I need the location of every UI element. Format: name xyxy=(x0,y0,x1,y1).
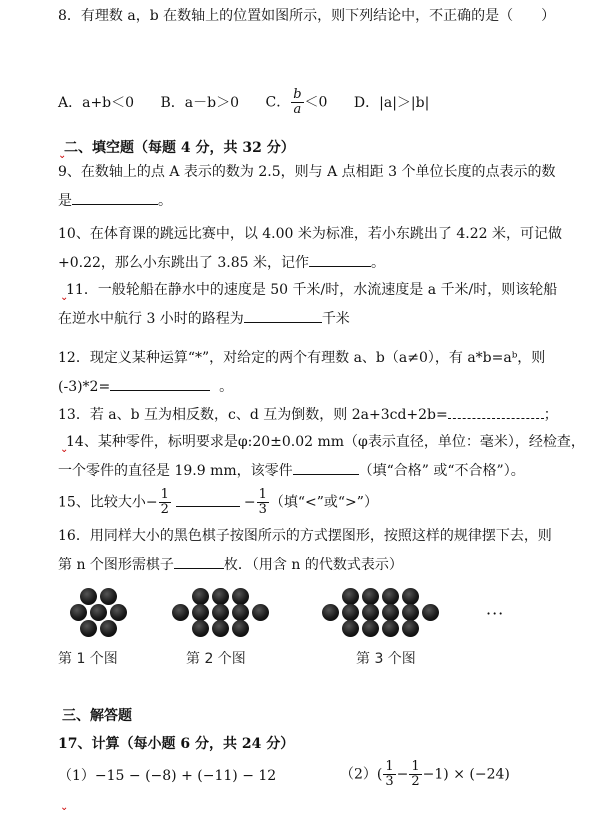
q14-answer-blank[interactable] xyxy=(293,460,359,475)
q13-suffix: ； xyxy=(543,407,558,423)
q9-line-2-prefix: 是 xyxy=(58,193,72,209)
fraction-denominator: 2 xyxy=(411,774,420,789)
q13-answer-blank[interactable] xyxy=(448,404,544,419)
q9-line-2-suffix: 。 xyxy=(158,193,172,209)
q17-part-1: （1）−15 − (−8) + (−11) − 12 xyxy=(58,768,277,784)
stone xyxy=(172,604,189,621)
stone xyxy=(382,620,399,637)
stone xyxy=(232,588,249,605)
q14-line-1: 14、某种零件，标明要求是φ:20±0.02 mm（φ表示直径，单位：毫米），经检查， xyxy=(66,434,585,450)
fraction-denominator: 2 xyxy=(160,502,169,517)
minus-sign: − xyxy=(243,494,256,511)
stone xyxy=(70,604,87,621)
minus-sign: − xyxy=(145,494,158,511)
stone xyxy=(382,604,399,621)
fraction-numerator: b xyxy=(293,87,302,102)
q10-answer-blank[interactable] xyxy=(309,252,371,267)
q8-option-d[interactable]: D．|a|＞|b| xyxy=(353,94,430,111)
stone xyxy=(402,620,419,637)
q8-option-c-rest: ＜0 xyxy=(304,94,328,111)
q14-line-2-prefix: 一个零件的直径是 19.9 mm，该零件 xyxy=(58,463,293,479)
stone xyxy=(80,620,97,637)
q9-line-2 xyxy=(58,190,172,211)
stone xyxy=(192,588,209,605)
figure-3-caption: 第 3 个图 xyxy=(356,651,416,667)
fraction-one-half xyxy=(409,760,421,789)
fraction-one-third xyxy=(383,760,395,789)
stone xyxy=(192,604,209,621)
fraction-numerator: 1 xyxy=(385,759,394,774)
stone xyxy=(382,588,399,605)
q12-line-2-prefix: (-3)*2= xyxy=(58,379,111,395)
q11-answer-blank[interactable] xyxy=(244,308,322,323)
q16-line-2 xyxy=(58,554,403,575)
q14-line-2-suffix: （填“合格” 或“不合格”）。 xyxy=(358,463,525,479)
stone xyxy=(342,604,359,621)
stone xyxy=(100,620,117,637)
q11-line-2-prefix: 在逆水中航行 3 小时的路程为 xyxy=(58,311,244,327)
fraction-denominator: 3 xyxy=(258,502,267,517)
q17-part-2-suffix: −1) × (−24) xyxy=(422,766,510,783)
stone xyxy=(212,604,229,621)
q10-line-2-prefix: +0.22，那么小东跳出了 3.85 米，记作 xyxy=(58,255,309,271)
q10-line-2-suffix: 。 xyxy=(370,255,385,271)
q8-option-c[interactable] xyxy=(265,88,327,117)
stone xyxy=(232,620,249,637)
fraction-numerator: 1 xyxy=(258,487,267,502)
stone xyxy=(80,588,97,605)
stone xyxy=(110,604,127,621)
fraction-denominator: a xyxy=(293,102,302,117)
stone xyxy=(212,620,229,637)
fraction-one-half xyxy=(159,488,171,517)
q10-line-1: 10、在体育课的跳远比赛中，以 4.00 米为标准，若小东跳出了 4.22 米，可记做 xyxy=(58,226,562,242)
q17-part-2 xyxy=(340,760,510,789)
stone xyxy=(362,588,379,605)
fraction-numerator: 1 xyxy=(160,487,169,502)
stone xyxy=(100,588,117,605)
stone xyxy=(402,588,419,605)
q11-line-2 xyxy=(58,308,350,329)
stone xyxy=(252,604,269,621)
q16-line-2-suffix: 枚．（用含 n 的代数式表示） xyxy=(223,557,403,573)
q8-option-a[interactable]: A．a+b＜0 xyxy=(58,94,135,111)
q12-line-2 xyxy=(58,376,233,397)
q17-part-2-prefix: （2）( xyxy=(340,766,383,783)
q12-answer-blank[interactable] xyxy=(110,376,210,391)
fraction-denominator: 3 xyxy=(385,774,394,789)
fraction-numerator: 1 xyxy=(411,759,420,774)
stone xyxy=(322,604,339,621)
stone xyxy=(90,604,107,621)
stone xyxy=(212,588,229,605)
q15-prefix: 15、比较大小 xyxy=(58,494,146,511)
stone xyxy=(402,604,419,621)
q16-answer-blank[interactable] xyxy=(174,554,224,569)
q16-line-2-prefix: 第 n 个图形需棋子 xyxy=(58,557,174,573)
stone xyxy=(342,588,359,605)
q11-line-1: 11．一般轮船在静水中的速度是 50 千米/时，水流速度是 a 千米/时，则该轮船 xyxy=(66,282,558,298)
section-3-title: 三、解答题 xyxy=(62,708,132,724)
edit-mark: ⌄ xyxy=(60,802,69,813)
q15-suffix: （填“<”或“>”） xyxy=(269,494,378,511)
fraction-b-over-a xyxy=(291,88,303,117)
stone xyxy=(362,604,379,621)
figure-2-caption: 第 2 个图 xyxy=(186,651,246,667)
q9-line-1: 9、在数轴上的点 A 表示的数为 2.5，则与 A 点相距 3 个单位长度的点表示的数 xyxy=(58,164,556,180)
q12-line-2-suffix: 。 xyxy=(219,379,234,395)
stone xyxy=(342,620,359,637)
stone xyxy=(422,604,439,621)
edit-mark: ⌄ xyxy=(60,292,69,303)
fraction-one-third xyxy=(257,488,269,517)
q10-line-2 xyxy=(58,252,385,273)
q8-option-b[interactable]: B．a－b＞0 xyxy=(160,94,240,111)
q8-options xyxy=(58,88,451,117)
edit-mark: ⌄ xyxy=(60,444,69,455)
figure-1-caption: 第 1 个图 xyxy=(58,651,118,667)
minus-sign: − xyxy=(396,766,409,783)
q11-line-2-suffix: 千米 xyxy=(321,311,350,327)
q14-line-2 xyxy=(58,460,525,481)
q17-title: 17、计算（每小题 6 分，共 24 分） xyxy=(58,736,295,752)
q13-line xyxy=(58,404,558,425)
edit-mark: ⌄ xyxy=(58,150,67,161)
q15-answer-blank[interactable] xyxy=(176,492,240,507)
q8-stem: 8．有理数 a，b 在数轴上的位置如图所示，则下列结论中，不正确的是（ ） xyxy=(58,8,556,24)
q8-option-c-label: C． xyxy=(265,94,291,111)
q15-line xyxy=(58,488,378,517)
q16-line-1: 16．用同样大小的黑色棋子按图所示的方式摆图形，按照这样的规律摆下去，则 xyxy=(58,528,552,544)
stone xyxy=(232,604,249,621)
section-2-title: 二、填空题（每题 4 分，共 32 分） xyxy=(64,140,295,156)
q9-answer-blank[interactable] xyxy=(72,190,158,205)
stone xyxy=(192,620,209,637)
stone xyxy=(362,620,379,637)
q12-line-1: 12．现定义某种运算“*”，对给定的两个有理数 a、b（a≠0），有 a*b=aᵇ，则 xyxy=(58,350,546,366)
q13-prefix: 13．若 a、b 互为相反数，c、d 互为倒数，则 2a+3cd+2b= xyxy=(58,407,448,423)
continuation-ellipsis: ··· xyxy=(486,604,505,623)
